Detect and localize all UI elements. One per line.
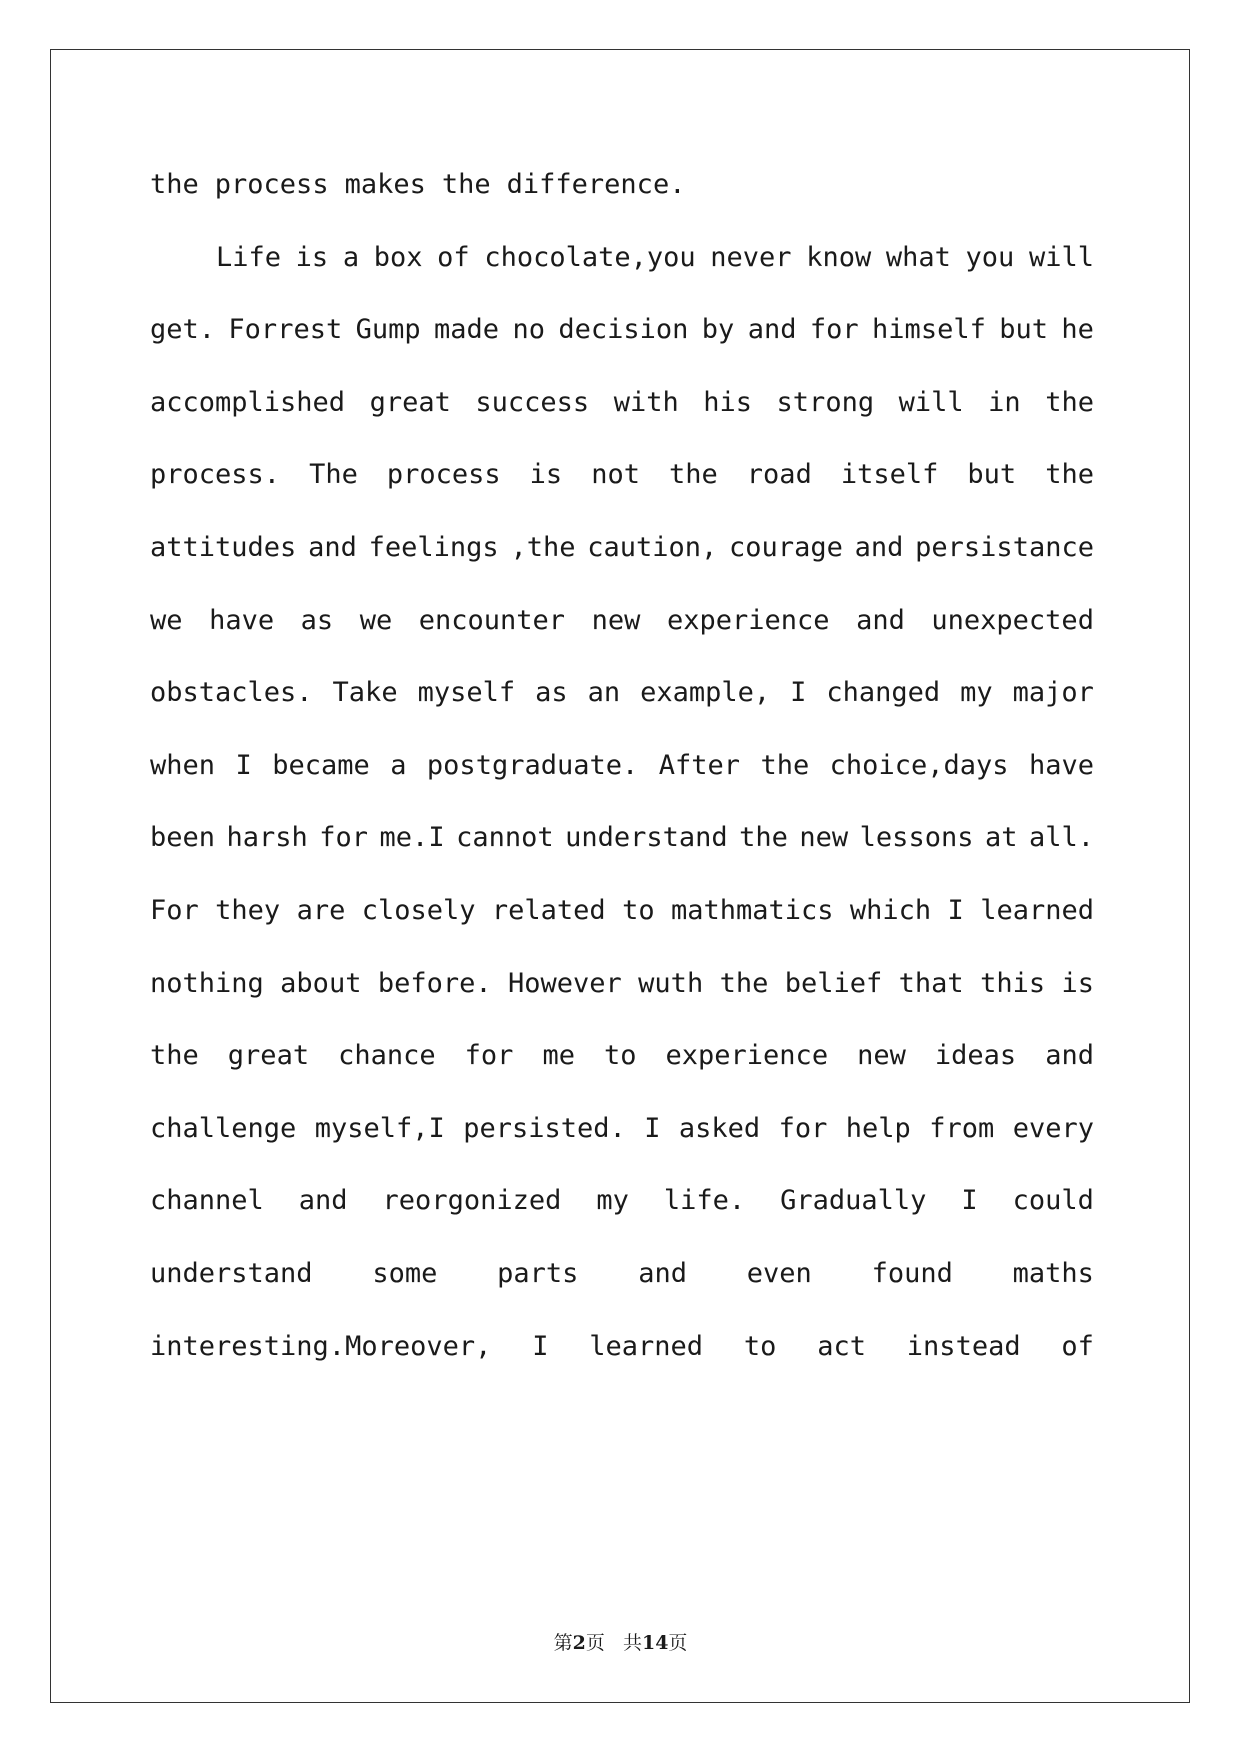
word: an bbox=[587, 677, 621, 709]
word: even bbox=[746, 1258, 812, 1289]
text-line bbox=[150, 165, 1094, 205]
word: for bbox=[778, 1112, 828, 1144]
word: parts bbox=[497, 1258, 579, 1289]
word: decision bbox=[558, 314, 689, 346]
text-line bbox=[150, 383, 1094, 423]
footer-page-prefix: 第 bbox=[553, 1632, 573, 1654]
word: learned bbox=[589, 1330, 704, 1362]
word: myself bbox=[417, 677, 516, 709]
word: the bbox=[739, 822, 788, 854]
text-line bbox=[150, 310, 1094, 350]
word: persisted. bbox=[463, 1112, 626, 1144]
word: a bbox=[390, 749, 407, 781]
word: is bbox=[1061, 967, 1094, 999]
word: from bbox=[929, 1112, 995, 1144]
word: The bbox=[309, 459, 358, 491]
page-footer bbox=[0, 1628, 1241, 1655]
word: choice,days bbox=[829, 749, 1009, 781]
word: difference. bbox=[506, 169, 686, 200]
word: the bbox=[760, 749, 810, 781]
footer-total-pages: 14 bbox=[641, 1632, 669, 1654]
word: obstacles. bbox=[150, 677, 313, 709]
word: makes bbox=[344, 169, 426, 200]
word: act bbox=[817, 1330, 866, 1362]
word: courage bbox=[729, 532, 843, 563]
word: a bbox=[342, 241, 360, 273]
word: Gradually bbox=[780, 1185, 927, 1217]
word: I bbox=[532, 1330, 549, 1362]
word: and bbox=[747, 314, 797, 346]
text-line bbox=[150, 673, 1094, 713]
word: are bbox=[296, 895, 346, 926]
text-line bbox=[150, 455, 1094, 495]
word: he bbox=[1061, 314, 1094, 346]
word: the bbox=[441, 169, 491, 200]
word: all. bbox=[1028, 822, 1094, 854]
word: life. bbox=[663, 1185, 746, 1217]
word: experience bbox=[665, 1040, 829, 1072]
word: have bbox=[209, 604, 275, 636]
word: we bbox=[150, 604, 183, 636]
word: the bbox=[150, 1040, 199, 1072]
word: wuth bbox=[638, 967, 704, 999]
word: feelings bbox=[368, 532, 499, 563]
word: and bbox=[856, 604, 905, 636]
word: lessons bbox=[859, 822, 974, 854]
page-border bbox=[50, 49, 1190, 1703]
word: but bbox=[967, 459, 1017, 491]
word: no bbox=[512, 314, 545, 346]
word: and bbox=[308, 532, 357, 563]
word: process bbox=[386, 459, 501, 491]
word: the bbox=[150, 169, 199, 200]
word: great bbox=[369, 386, 451, 418]
word: to bbox=[743, 1330, 777, 1362]
word: which bbox=[849, 895, 932, 926]
word: For bbox=[150, 895, 199, 926]
word: cannot bbox=[456, 822, 554, 854]
word: know bbox=[806, 241, 872, 273]
word: the bbox=[719, 967, 769, 999]
text-line bbox=[150, 891, 1094, 931]
word: will bbox=[1028, 241, 1094, 273]
word: asked bbox=[678, 1112, 761, 1144]
word: for bbox=[319, 822, 369, 854]
word: new bbox=[799, 822, 849, 854]
word: could bbox=[1012, 1185, 1094, 1217]
word: to bbox=[603, 1040, 637, 1072]
word: itself bbox=[840, 459, 939, 491]
footer-page-number: 2 bbox=[572, 1632, 586, 1654]
word: and bbox=[854, 532, 904, 563]
word: we bbox=[359, 604, 393, 636]
word: found bbox=[871, 1258, 953, 1289]
word: nothing bbox=[150, 967, 264, 999]
word: chocolate,you bbox=[484, 241, 696, 273]
text-line bbox=[150, 1036, 1094, 1076]
text-line bbox=[150, 818, 1094, 858]
word: some bbox=[372, 1258, 438, 1289]
word: channel bbox=[150, 1185, 264, 1217]
word: Forrest bbox=[228, 314, 343, 346]
word: help bbox=[845, 1112, 911, 1144]
word: in bbox=[988, 386, 1021, 418]
word: became bbox=[272, 749, 370, 781]
word: attitudes bbox=[150, 532, 297, 563]
word: for bbox=[464, 1040, 514, 1072]
word: success bbox=[475, 386, 590, 418]
word: experience bbox=[666, 604, 830, 636]
word: reorgonized bbox=[382, 1185, 562, 1217]
word: I bbox=[790, 677, 807, 709]
word: great bbox=[227, 1040, 310, 1072]
text-line bbox=[150, 1327, 1094, 1367]
word: I bbox=[644, 1112, 661, 1144]
word: learned bbox=[980, 895, 1094, 926]
word: road bbox=[746, 459, 812, 491]
word: changed bbox=[826, 677, 941, 709]
word: After bbox=[658, 749, 740, 781]
word: to bbox=[622, 895, 655, 926]
word: and bbox=[638, 1258, 687, 1289]
word: about bbox=[280, 967, 362, 999]
word: ,the bbox=[510, 532, 576, 563]
word: been bbox=[150, 822, 216, 854]
word: maths bbox=[1012, 1258, 1094, 1289]
word: Life bbox=[216, 241, 282, 273]
word: made bbox=[434, 314, 500, 346]
word: me.I bbox=[379, 822, 445, 854]
word: and bbox=[298, 1185, 348, 1217]
word: related bbox=[491, 895, 606, 926]
text-line bbox=[150, 528, 1094, 568]
word: understand bbox=[150, 1258, 313, 1289]
word: new bbox=[857, 1040, 906, 1072]
text-line bbox=[150, 238, 1094, 278]
word: my bbox=[960, 677, 993, 709]
word: as bbox=[300, 604, 334, 636]
word: process bbox=[214, 169, 329, 200]
word: will bbox=[898, 386, 964, 418]
word: challenge bbox=[150, 1112, 297, 1144]
word: Take bbox=[332, 677, 398, 709]
word: harsh bbox=[226, 822, 308, 854]
word: is bbox=[529, 459, 563, 491]
footer-page-suffix: 页 bbox=[585, 1632, 605, 1654]
word: is bbox=[295, 241, 329, 273]
word: ideas bbox=[934, 1040, 1017, 1072]
text-line bbox=[150, 1181, 1094, 1221]
word: this bbox=[980, 967, 1046, 999]
word: However bbox=[508, 967, 622, 999]
word: interesting.Moreover, bbox=[150, 1330, 492, 1362]
word: the bbox=[1045, 459, 1094, 491]
word: new bbox=[591, 604, 641, 636]
word: by bbox=[701, 314, 735, 346]
word: myself,I bbox=[314, 1112, 445, 1144]
word: but bbox=[999, 314, 1049, 346]
word: you bbox=[965, 241, 1015, 273]
word: process. bbox=[150, 459, 281, 491]
word: unexpected bbox=[931, 604, 1094, 636]
word: the bbox=[669, 459, 718, 491]
word: and bbox=[1045, 1040, 1094, 1072]
word: have bbox=[1028, 749, 1094, 781]
text-line bbox=[150, 1254, 1094, 1294]
word: of bbox=[437, 241, 470, 273]
word: at bbox=[984, 822, 1018, 854]
word: accomplished bbox=[150, 386, 346, 418]
text-line bbox=[150, 601, 1094, 641]
footer-total-prefix: 共 bbox=[622, 1632, 642, 1654]
word: closely bbox=[361, 895, 476, 926]
word: belief bbox=[784, 967, 883, 999]
word: example, bbox=[640, 677, 771, 709]
word: his bbox=[703, 386, 753, 418]
word: what bbox=[885, 241, 951, 273]
word: chance bbox=[338, 1040, 436, 1072]
word: Gump bbox=[355, 314, 421, 346]
word: major bbox=[1012, 677, 1094, 709]
word: postgraduate. bbox=[426, 749, 639, 781]
text-line bbox=[150, 1109, 1094, 1149]
word: of bbox=[1061, 1330, 1094, 1362]
word: caution, bbox=[587, 532, 718, 563]
word: they bbox=[215, 895, 281, 926]
word: I bbox=[961, 1185, 978, 1217]
word: box bbox=[373, 241, 423, 273]
word: before. bbox=[377, 967, 492, 999]
word: instead bbox=[906, 1330, 1021, 1362]
word: my bbox=[596, 1185, 629, 1217]
word: as bbox=[535, 677, 568, 709]
word: when bbox=[150, 749, 216, 781]
word: with bbox=[613, 386, 679, 418]
word: strong bbox=[776, 386, 875, 418]
word: that bbox=[898, 967, 964, 999]
word: I bbox=[235, 749, 252, 781]
word: get. bbox=[150, 314, 216, 346]
word: the bbox=[1045, 386, 1094, 418]
word: encounter bbox=[418, 604, 566, 636]
word: persistance bbox=[915, 532, 1094, 563]
word: mathmatics bbox=[670, 895, 834, 926]
text-line bbox=[150, 964, 1094, 1004]
word: me bbox=[542, 1040, 575, 1072]
word: not bbox=[591, 459, 640, 491]
word: never bbox=[710, 241, 792, 273]
word: every bbox=[1012, 1112, 1094, 1144]
word: himself bbox=[872, 314, 986, 346]
word: for bbox=[809, 314, 859, 346]
word: understand bbox=[565, 822, 728, 854]
footer-total-suffix: 页 bbox=[668, 1632, 688, 1654]
word: I bbox=[947, 895, 964, 926]
text-line bbox=[150, 746, 1094, 786]
